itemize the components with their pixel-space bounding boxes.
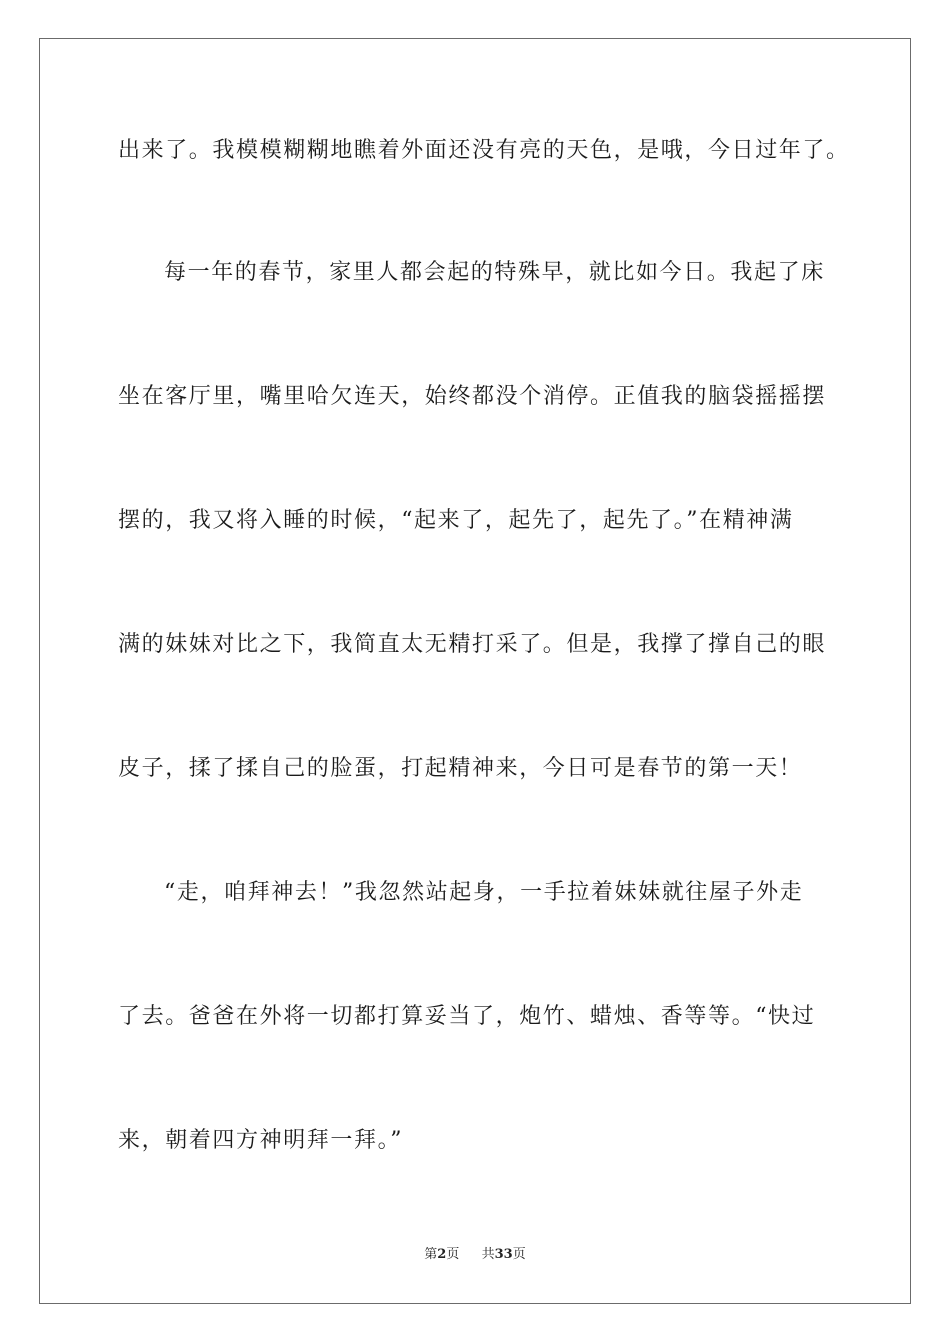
page-frame	[39, 38, 911, 1304]
text-line: 坐在客厅里，嘴里哈欠连天，始终都没个消停。正值我的脑袋摇摇摆	[118, 384, 827, 409]
text-line: 每一年的春节，家里人都会起的特殊早，就比如今日。我起了床	[164, 260, 825, 285]
text-line: 出来了。我模模糊糊地瞧着外面还没有亮的天色，是哦，今日过年了。	[118, 138, 850, 163]
text-line: 来，朝着四方神明拜一拜。”	[118, 1128, 404, 1153]
text-line: 了去。爸爸在外将一切都打算妥当了，炮竹、蜡烛、香等等。“快过	[118, 1004, 816, 1029]
text-line: 摆的，我又将入睡的时候，“起来了，起先了，起先了。”在精神满	[118, 508, 794, 533]
total-pages-number: 33	[494, 1247, 513, 1262]
text-line: “走，咱拜神去！”我忽然站起身，一手拉着妹妹就往屋子外走	[164, 880, 804, 905]
page-indicator: 第2页	[424, 1247, 460, 1262]
total-pages-indicator: 共33页	[481, 1247, 526, 1262]
current-page-number: 2	[437, 1247, 447, 1262]
text-line: 满的妹妹对比之下，我简直太无精打采了。但是，我撑了撑自己的眼	[118, 632, 827, 657]
text-line: 皮子，揉了揉自己的脸蛋，打起精神来，今日可是春节的第一天！	[118, 756, 803, 781]
page-footer	[0, 1246, 950, 1264]
